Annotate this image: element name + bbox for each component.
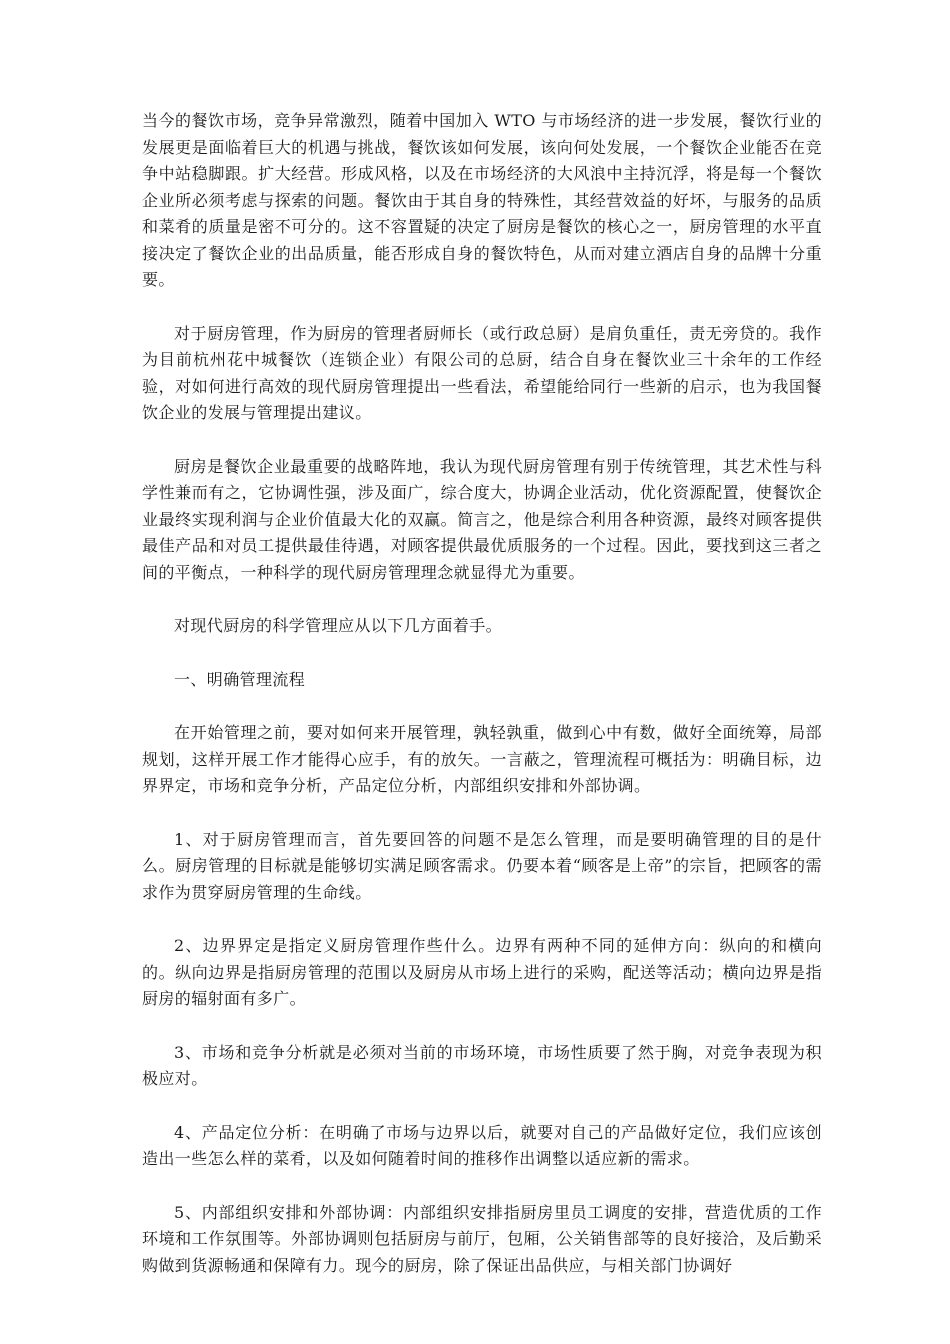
list-item-goal: 1、对于厨房管理而言，首先要回答的问题不是怎么管理，而是要明确管理的目的是什么。厨房管理的目标就是能够切实满足顾客需求。仍要本着“顾客是上帝”的宗旨，把顾客的需求作为贯穿厨房管理的生命线。 (142, 829, 822, 902)
section-heading-management-process: 一、明确管理流程 (174, 669, 306, 689)
list-item-boundary: 2、边界界定是指定义厨房管理作些什么。边界有两种不同的延伸方向：纵向的和横向的。纵向边界是指厨房管理的范围以及厨房从市场上进行的采购，配送等活动；横向边界是指厨房的辐射面有多广。 (142, 936, 822, 1008)
list-item-market-analysis: 3、市场和竞争分析就是必须对当前的市场环境，市场性质要了然于胸，对竞争表现为积极应对。 (142, 1042, 822, 1088)
document-body (142, 108, 822, 1306)
paragraph-strategic-position: 厨房是餐饮企业最重要的战略阵地，我认为现代厨房管理有别于传统管理，其艺术性与科学性兼而有之，它协调性强，涉及面广，综合度大，协调企业活动，优化资源配置，使餐饮企业最终实现利润与企业价值最大化的双赢。简言之，他是综合利用各种资源，最终对顾客提供最佳产品和对员工提供最佳待遇，对顾客提供最优质服务的一个过程。因此，要找到这三者之间的平衡点，一种科学的现代厨房管理理念就显得尤为重要。 (142, 456, 822, 582)
paragraph-process-overview: 在开始管理之前，要对如何来开展管理，孰轻孰重，做到心中有数，做好全面统筹，局部规划，这样开展工作才能得心应手，有的放矢。一言蔽之，管理流程可概括为：明确目标，边界界定，市场和竞争分析，产品定位分析，内部组织安排和外部协调。 (142, 723, 822, 795)
paragraph-kitchen-management: 对于厨房管理，作为厨房的管理者厨师长（或行政总厨）是肩负重任，责无旁贷的。我作为目前杭州花中城餐饮（连锁企业）有限公司的总厨，结合自身在餐饮业三十余年的工作经验，对如何进行高效的现代厨房管理提出一些看法，希望能给同行一些新的启示，也为我国餐饮企业的发展与管理提出建议。 (142, 323, 822, 422)
list-item-product-positioning: 4、产品定位分析：在明确了市场与边界以后，就要对自己的产品做好定位，我们应该创造出一些怎么样的菜肴，以及如何随着时间的推移作出调整以适应新的需求。 (142, 1122, 822, 1168)
paragraph-aspects-lead: 对现代厨房的科学管理应从以下几方面着手。 (174, 616, 503, 635)
list-item-organization-coordination: 5、内部组织安排和外部协调：内部组织安排指厨房里员工调度的安排，营造优质的工作环境和工作氛围等。外部协调则包括厨房与前厅，包厢，公关销售部等的良好接洽，及后勤采购做到货源畅通和保障有力。现今的厨房，除了保证出品供应，与相关部门协调好 (142, 1202, 822, 1275)
paragraph-intro: 当今的餐饮市场，竞争异常激烈，随着中国加入 WTO 与市场经济的进一步发展，餐饮行业的发展更是面临着巨大的机遇与挑战，餐饮该如何发展，该向何处发展，一个餐饮企业能否在竞争中站稳脚跟。扩大经营。形成风格，以及在市场经济的大风浪中主持沉浮，将是每一个餐饮企业所必须考虑与探索的问题。餐饮由于其自身的特殊性，其经营效益的好坏，与服务的品质和菜肴的质量是密不可分的。这不容置疑的决定了厨房是餐饮的核心之一，厨房管理的水平直接决定了餐饮企业的出品质量，能否形成自身的餐饮特色，从而对建立酒店自身的品牌十分重要。 (142, 111, 822, 289)
